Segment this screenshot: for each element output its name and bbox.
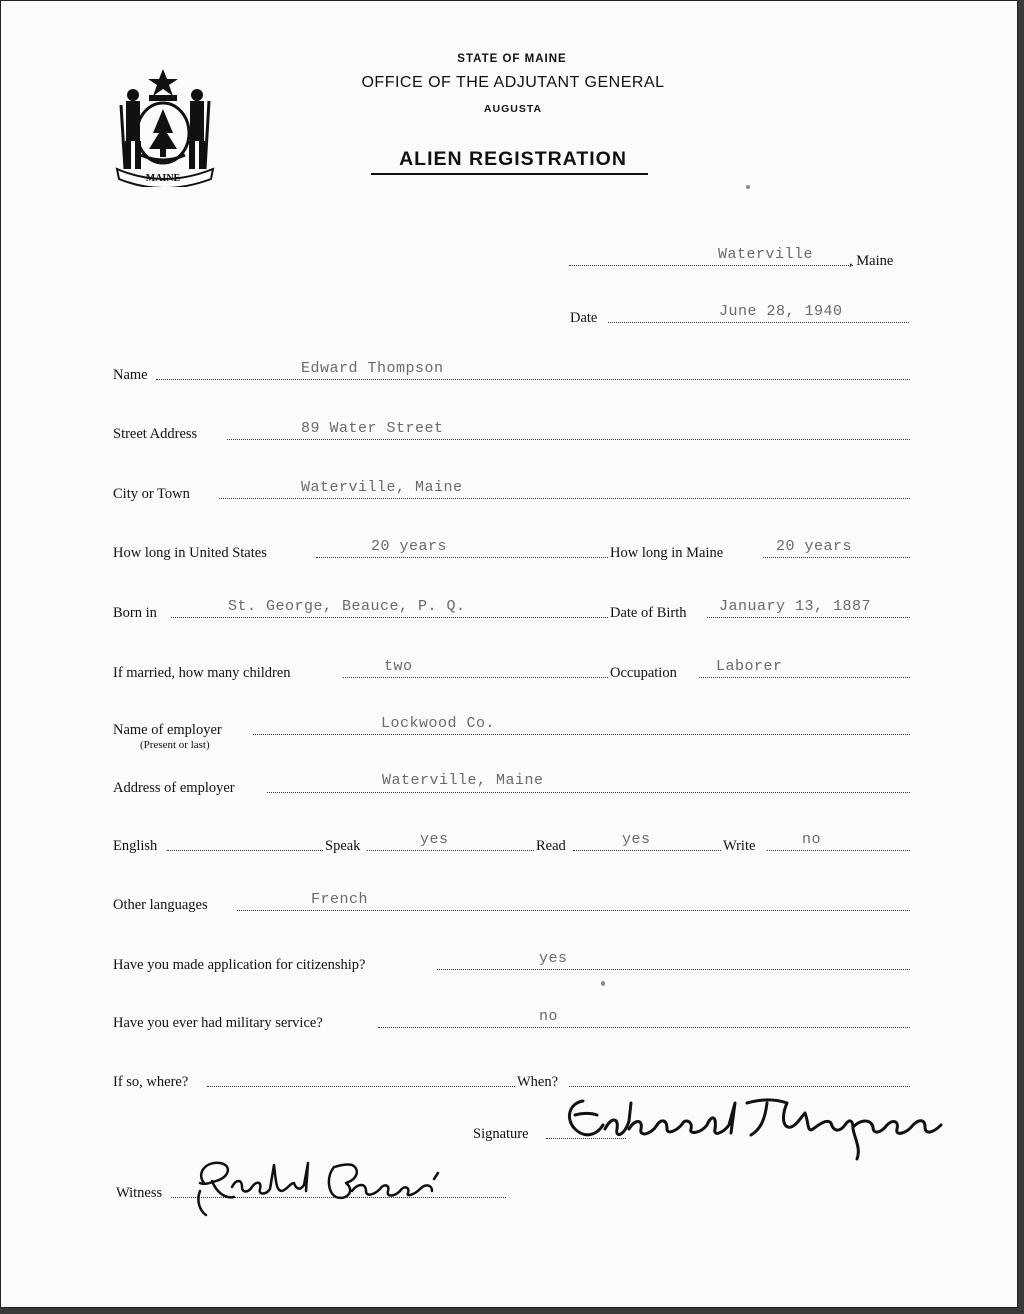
signature-label: Signature <box>473 1126 529 1142</box>
children-label: If married, how many children <box>113 665 291 681</box>
title-underline <box>371 173 648 175</box>
employer-note: (Present or last) <box>140 739 210 751</box>
write-line <box>767 850 910 851</box>
speak-label: Speak <box>325 838 361 854</box>
place-value[interactable]: Waterville <box>718 246 814 263</box>
read-label: Read <box>536 838 566 854</box>
english-line <box>167 850 323 851</box>
header-city: AUGUSTA <box>483 103 543 115</box>
name-value[interactable]: Edward Thompson <box>301 360 444 377</box>
employer-address-label: Address of employer <box>113 780 235 796</box>
write-label: Write <box>723 838 756 854</box>
dob-label: Date of Birth <box>610 605 687 621</box>
years-maine-label: How long in Maine <box>610 545 724 561</box>
header-office: OFFICE OF THE ADJUTANT GENERAL <box>361 74 665 91</box>
name-line <box>156 379 910 380</box>
street-value[interactable]: 89 Water Street <box>301 420 444 437</box>
other-languages-line <box>237 910 910 911</box>
form-title: ALIEN REGISTRATION <box>399 148 627 170</box>
english-label: English <box>113 838 158 854</box>
children-line <box>343 677 608 678</box>
dob-value[interactable]: January 13, 1887 <box>719 598 872 615</box>
occupation-label: Occupation <box>610 665 677 681</box>
city-line <box>219 498 910 499</box>
years-maine-value[interactable]: 20 years <box>776 538 853 555</box>
date-line <box>608 322 909 323</box>
place-suffix: , Maine <box>849 253 894 269</box>
employer-label: Name of employer <box>113 722 222 738</box>
header-state: STATE OF MAINE <box>457 53 567 65</box>
applicant-signature[interactable] <box>561 1089 951 1169</box>
paper-speck <box>601 981 605 986</box>
employer-line <box>253 734 910 735</box>
read-line <box>573 850 721 851</box>
citizenship-label: Have you made application for citizenship? <box>113 957 366 973</box>
svg-text:MAINE: MAINE <box>145 173 181 184</box>
years-us-value[interactable]: 20 years <box>371 538 448 555</box>
citizenship-value[interactable]: yes <box>539 950 568 967</box>
when-label: When? <box>517 1074 559 1090</box>
children-value[interactable]: two <box>384 658 413 675</box>
years-us-line <box>316 557 608 558</box>
military-line <box>378 1027 910 1028</box>
dob-line <box>707 617 910 618</box>
born-label: Born in <box>113 605 157 621</box>
other-languages-value[interactable]: French <box>311 891 369 908</box>
years-maine-line <box>763 557 910 558</box>
witness-signature[interactable] <box>176 1153 476 1223</box>
years-us-label: How long in United States <box>113 545 267 561</box>
occupation-line <box>699 677 910 678</box>
employer-value[interactable]: Lockwood Co. <box>381 715 496 732</box>
military-value[interactable]: no <box>539 1008 559 1025</box>
employer-address-value[interactable]: Waterville, Maine <box>382 772 544 789</box>
born-line <box>171 617 608 618</box>
date-label: Date <box>570 310 598 326</box>
employer-address-line <box>267 792 910 793</box>
witness-label: Witness <box>116 1185 163 1201</box>
street-label: Street Address <box>113 426 198 442</box>
military-label: Have you ever had military service? <box>113 1015 323 1031</box>
other-languages-label: Other languages <box>113 897 208 913</box>
paper-speck <box>746 185 750 189</box>
name-label: Name <box>113 367 148 383</box>
citizenship-line <box>437 969 910 970</box>
date-value[interactable]: June 28, 1940 <box>719 303 843 320</box>
occupation-value[interactable]: Laborer <box>716 658 783 675</box>
where-line[interactable] <box>207 1086 515 1087</box>
place-line <box>569 265 853 266</box>
read-value[interactable]: yes <box>622 831 651 848</box>
speak-value[interactable]: yes <box>420 831 449 848</box>
write-value[interactable]: no <box>802 831 822 848</box>
born-value[interactable]: St. George, Beauce, P. Q. <box>228 598 466 615</box>
city-label: City or Town <box>113 486 190 502</box>
where-label: If so, where? <box>113 1074 189 1090</box>
street-line <box>227 439 910 440</box>
when-line[interactable] <box>569 1086 910 1087</box>
city-value[interactable]: Waterville, Maine <box>301 479 463 496</box>
speak-line <box>367 850 534 851</box>
